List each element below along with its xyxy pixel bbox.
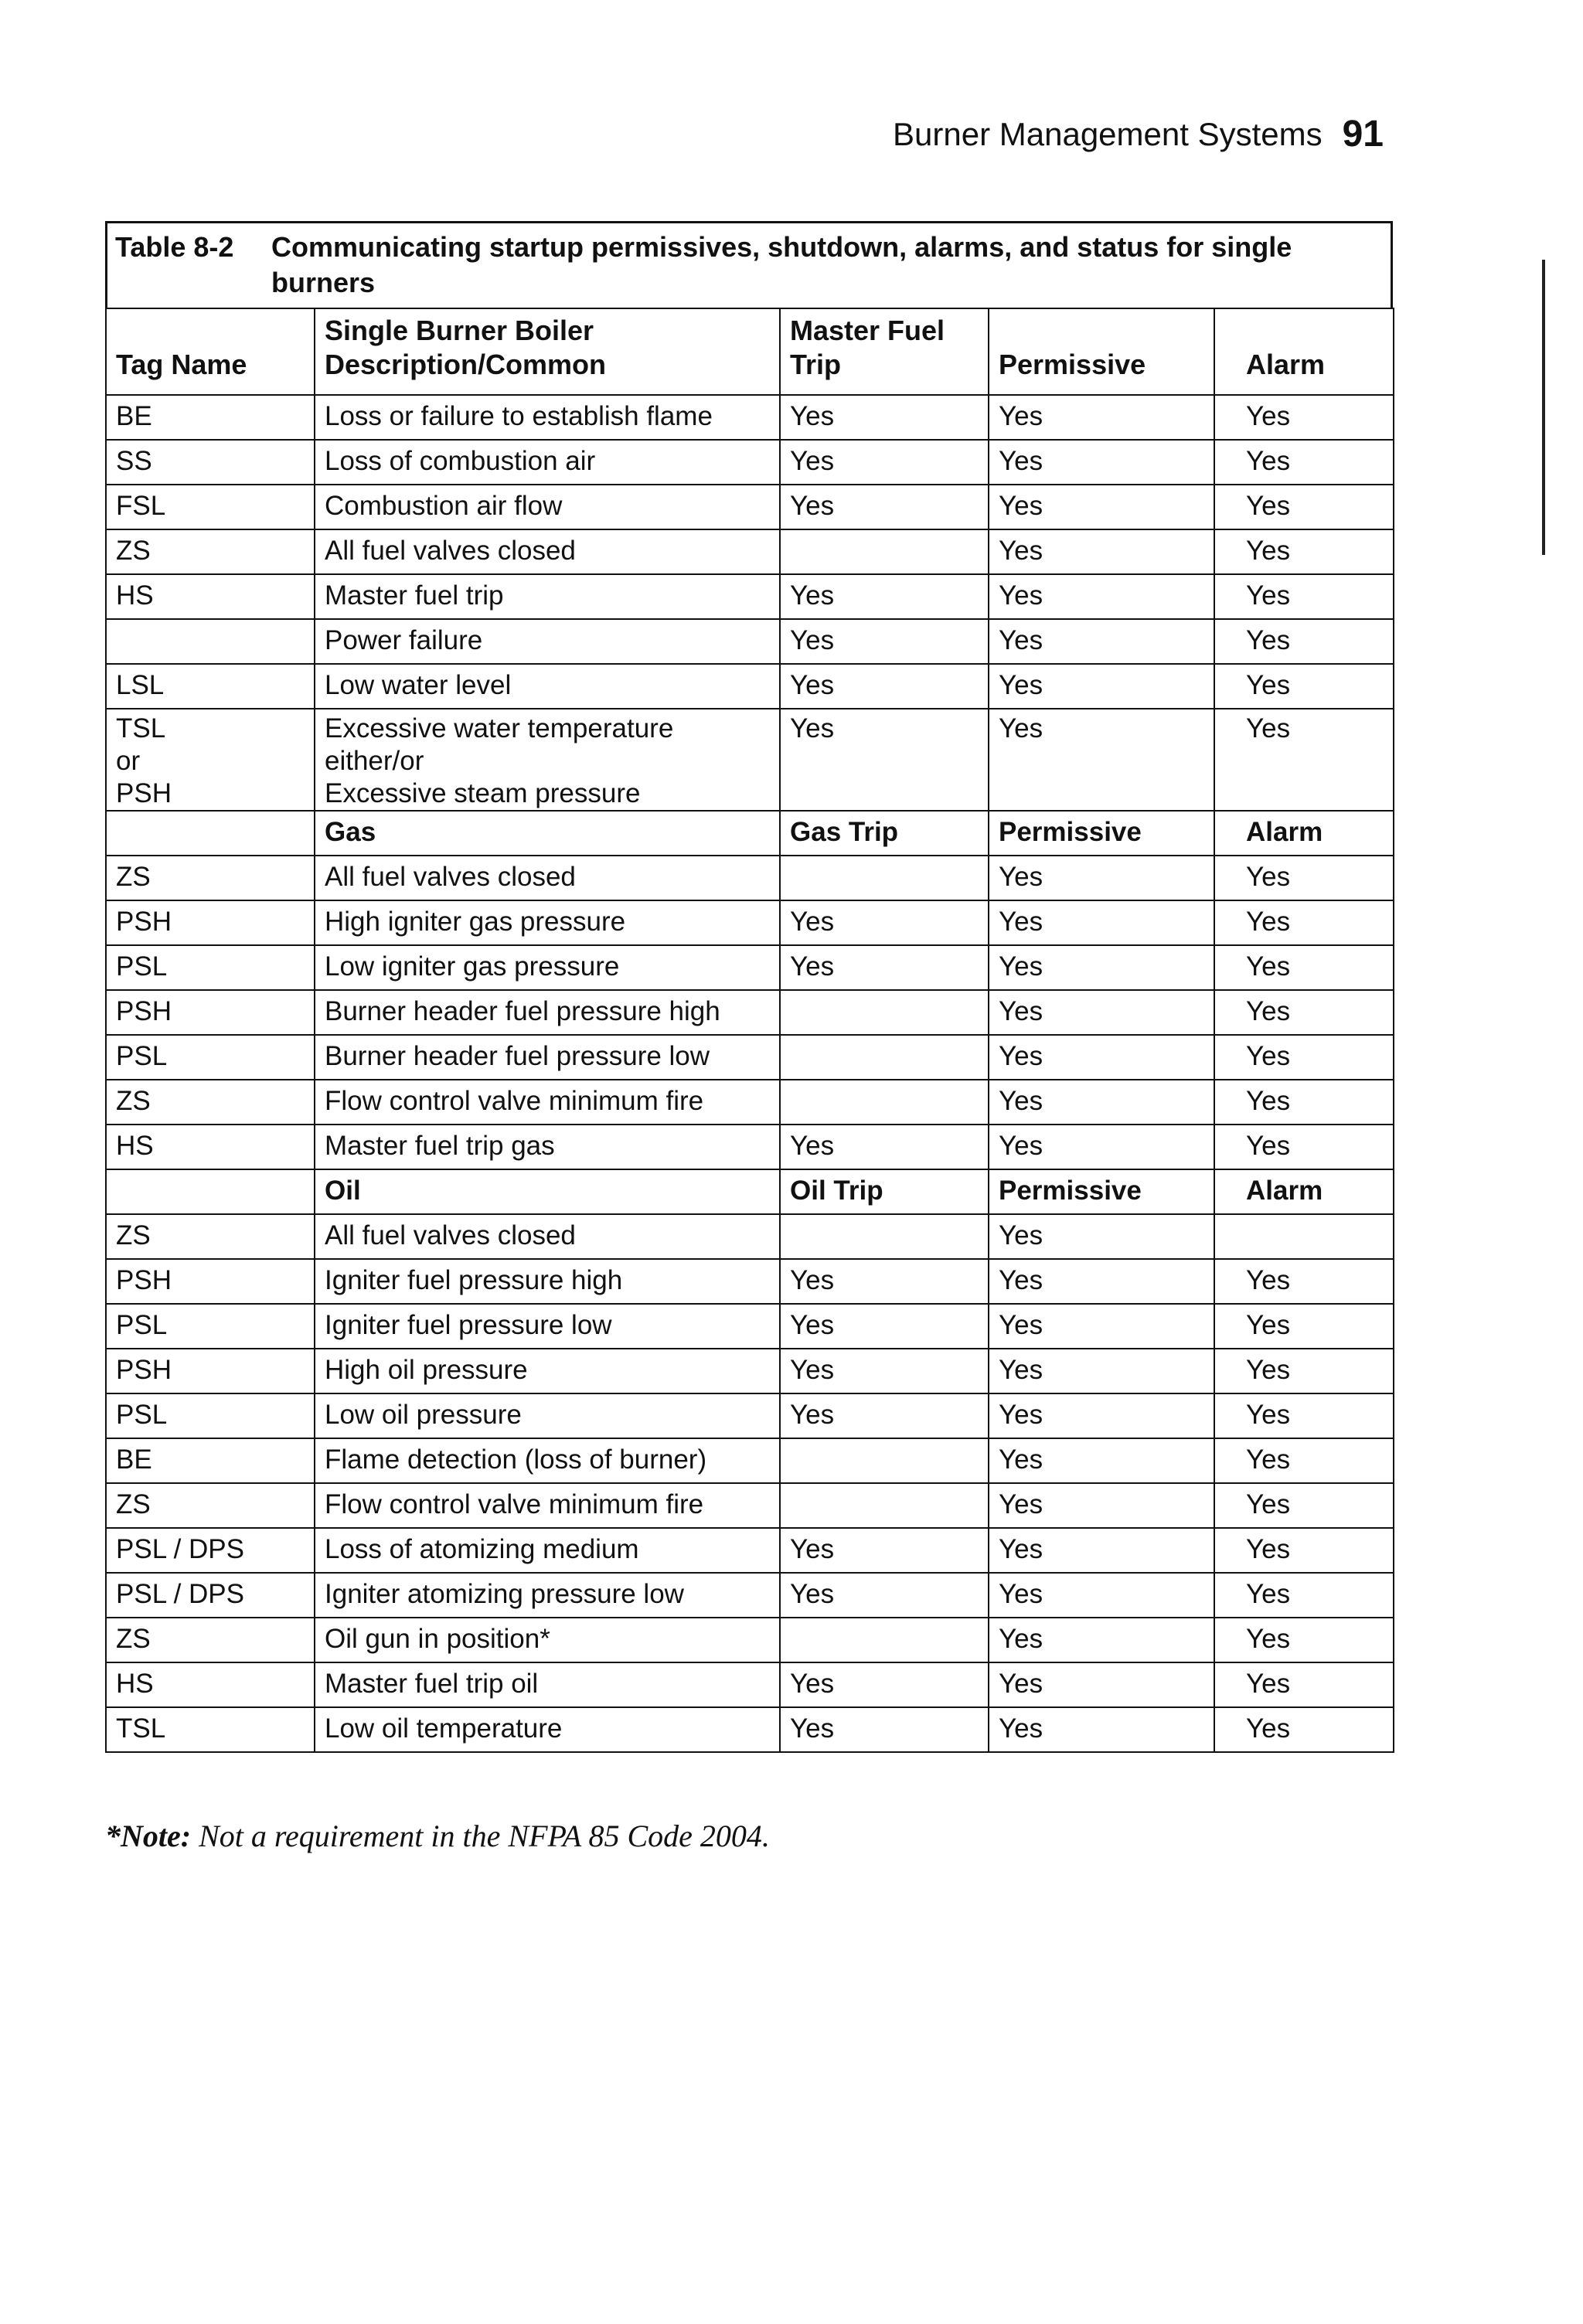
cell-tag: HS bbox=[106, 1662, 315, 1707]
cell-mft bbox=[780, 1035, 989, 1080]
table-row bbox=[106, 1393, 1394, 1438]
page-number: 91 bbox=[1342, 114, 1384, 155]
cell-tag: ZS bbox=[106, 856, 315, 900]
cell-tag: PSL bbox=[106, 1035, 315, 1080]
cell-mft bbox=[780, 990, 989, 1035]
cell-desc: Flow control valve minimum fire bbox=[315, 1080, 780, 1125]
table-row bbox=[106, 395, 1394, 440]
cell-tag: SS bbox=[106, 440, 315, 485]
cell-desc: Flame detection (loss of burner) bbox=[315, 1438, 780, 1483]
cell-tag bbox=[106, 1169, 315, 1214]
table-row bbox=[106, 1259, 1394, 1304]
table-row bbox=[106, 856, 1394, 900]
cell-desc: Igniter atomizing pressure low bbox=[315, 1573, 780, 1618]
cell-perm: Yes bbox=[989, 1080, 1214, 1125]
cell-mft: Yes bbox=[780, 900, 989, 945]
cell-alarm: Alarm bbox=[1214, 811, 1394, 856]
cell-tag: PSL bbox=[106, 1304, 315, 1349]
cell-alarm: Yes bbox=[1214, 1707, 1394, 1752]
cell-tag: PSL bbox=[106, 945, 315, 990]
cell-tag: LSL bbox=[106, 664, 315, 709]
cell-desc: High oil pressure bbox=[315, 1349, 780, 1393]
cell-desc: Gas bbox=[315, 811, 780, 856]
cell-alarm: Yes bbox=[1214, 440, 1394, 485]
cell-desc: Igniter fuel pressure high bbox=[315, 1259, 780, 1304]
margin-rule bbox=[1542, 260, 1545, 555]
table-caption bbox=[105, 221, 1393, 308]
table-header-row bbox=[106, 308, 1394, 395]
cell-alarm: Yes bbox=[1214, 529, 1394, 574]
cell-perm: Yes bbox=[989, 574, 1214, 619]
table-row bbox=[106, 619, 1394, 664]
cell-alarm: Yes bbox=[1214, 1304, 1394, 1349]
table-row bbox=[106, 1707, 1394, 1752]
cell-mft bbox=[780, 529, 989, 574]
footnote-text: Not a requirement in the NFPA 85 Code 2004. bbox=[199, 1819, 770, 1853]
table-row bbox=[106, 1438, 1394, 1483]
cell-desc: Loss of combustion air bbox=[315, 440, 780, 485]
cell-perm: Yes bbox=[989, 1528, 1214, 1573]
cell-perm: Yes bbox=[989, 1618, 1214, 1662]
running-head bbox=[878, 113, 1384, 156]
cell-perm: Yes bbox=[989, 1035, 1214, 1080]
table-row bbox=[106, 1528, 1394, 1573]
cell-alarm: Yes bbox=[1214, 1573, 1394, 1618]
cell-mft bbox=[780, 1438, 989, 1483]
cell-alarm: Yes bbox=[1214, 485, 1394, 529]
cell-perm: Permissive bbox=[989, 811, 1214, 856]
cell-alarm: Yes bbox=[1214, 990, 1394, 1035]
cell-alarm: Yes bbox=[1214, 1662, 1394, 1707]
cell-alarm: Yes bbox=[1214, 709, 1394, 811]
cell-desc: Low water level bbox=[315, 664, 780, 709]
cell-desc: Excessive water temperature either/or Excessive steam pressure bbox=[315, 709, 780, 811]
cell-tag: HS bbox=[106, 574, 315, 619]
cell-tag: TSL or PSH bbox=[106, 709, 315, 811]
cell-desc: Flow control valve minimum fire bbox=[315, 1483, 780, 1528]
table-row bbox=[106, 1125, 1394, 1169]
cell-perm: Yes bbox=[989, 1259, 1214, 1304]
cell-mft: Oil Trip bbox=[780, 1169, 989, 1214]
cell-desc: Low igniter gas pressure bbox=[315, 945, 780, 990]
cell-mft bbox=[780, 1618, 989, 1662]
cell-alarm: Yes bbox=[1214, 900, 1394, 945]
cell-perm: Yes bbox=[989, 709, 1214, 811]
table-row bbox=[106, 1035, 1394, 1080]
cell-mft: Yes bbox=[780, 1393, 989, 1438]
table-row bbox=[106, 440, 1394, 485]
cell-mft bbox=[780, 1080, 989, 1125]
table-section-row bbox=[106, 1169, 1394, 1214]
cell-tag: BE bbox=[106, 395, 315, 440]
cell-alarm: Yes bbox=[1214, 1618, 1394, 1662]
table-row bbox=[106, 529, 1394, 574]
table-caption-text: Communicating startup permissives, shutdown, alarms, and status for single burners bbox=[271, 231, 1292, 298]
table-body bbox=[106, 395, 1394, 1752]
cell-mft bbox=[780, 1483, 989, 1528]
cell-alarm: Yes bbox=[1214, 1080, 1394, 1125]
cell-mft: Yes bbox=[780, 1304, 989, 1349]
cell-desc: Oil bbox=[315, 1169, 780, 1214]
cell-tag: FSL bbox=[106, 485, 315, 529]
cell-mft: Yes bbox=[780, 945, 989, 990]
cell-desc: Low oil pressure bbox=[315, 1393, 780, 1438]
cell-tag: PSL / DPS bbox=[106, 1573, 315, 1618]
table-row bbox=[106, 990, 1394, 1035]
cell-desc: Loss or failure to establish flame bbox=[315, 395, 780, 440]
cell-perm: Yes bbox=[989, 1483, 1214, 1528]
cell-mft: Yes bbox=[780, 574, 989, 619]
cell-alarm: Yes bbox=[1214, 1393, 1394, 1438]
running-head-title: Burner Management Systems bbox=[893, 116, 1323, 152]
cell-desc: Burner header fuel pressure low bbox=[315, 1035, 780, 1080]
cell-tag: ZS bbox=[106, 1080, 315, 1125]
cell-perm: Yes bbox=[989, 1573, 1214, 1618]
cell-perm: Yes bbox=[989, 1393, 1214, 1438]
cell-desc: Master fuel trip bbox=[315, 574, 780, 619]
cell-alarm: Yes bbox=[1214, 574, 1394, 619]
header-tag-name: Tag Name bbox=[106, 308, 315, 395]
cell-alarm: Yes bbox=[1214, 1483, 1394, 1528]
cell-tag: ZS bbox=[106, 1618, 315, 1662]
cell-alarm: Yes bbox=[1214, 1125, 1394, 1169]
cell-perm: Yes bbox=[989, 395, 1214, 440]
cell-desc: Loss of atomizing medium bbox=[315, 1528, 780, 1573]
cell-mft: Yes bbox=[780, 485, 989, 529]
table-caption-number: Table 8-2 bbox=[115, 231, 234, 263]
table-row bbox=[106, 1214, 1394, 1259]
header-permissive: Permissive bbox=[989, 308, 1214, 395]
cell-mft: Yes bbox=[780, 1349, 989, 1393]
cell-tag: PSH bbox=[106, 1259, 315, 1304]
cell-perm: Yes bbox=[989, 440, 1214, 485]
table-row bbox=[106, 664, 1394, 709]
cell-perm: Yes bbox=[989, 945, 1214, 990]
cell-alarm: Yes bbox=[1214, 395, 1394, 440]
cell-perm: Yes bbox=[989, 1304, 1214, 1349]
cell-alarm: Yes bbox=[1214, 856, 1394, 900]
table-section-row bbox=[106, 811, 1394, 856]
cell-alarm: Yes bbox=[1214, 1438, 1394, 1483]
cell-mft: Gas Trip bbox=[780, 811, 989, 856]
cell-desc: All fuel valves closed bbox=[315, 1214, 780, 1259]
cell-perm: Permissive bbox=[989, 1169, 1214, 1214]
table-row bbox=[106, 1618, 1394, 1662]
cell-tag: TSL bbox=[106, 1707, 315, 1752]
cell-desc: Master fuel trip gas bbox=[315, 1125, 780, 1169]
cell-tag: ZS bbox=[106, 1214, 315, 1259]
footnote bbox=[105, 1816, 770, 1856]
cell-perm: Yes bbox=[989, 529, 1214, 574]
footnote-label: *Note: bbox=[105, 1819, 192, 1853]
cell-desc: Power failure bbox=[315, 619, 780, 664]
cell-tag: HS bbox=[106, 1125, 315, 1169]
cell-perm: Yes bbox=[989, 1438, 1214, 1483]
header-master-fuel-trip: Master Fuel Trip bbox=[780, 308, 989, 395]
table-row bbox=[106, 1573, 1394, 1618]
table-row bbox=[106, 1349, 1394, 1393]
table-row bbox=[106, 1080, 1394, 1125]
table-row bbox=[106, 1304, 1394, 1349]
cell-tag: ZS bbox=[106, 1483, 315, 1528]
cell-mft: Yes bbox=[780, 619, 989, 664]
cell-perm: Yes bbox=[989, 1214, 1214, 1259]
table-row bbox=[106, 485, 1394, 529]
cell-mft: Yes bbox=[780, 440, 989, 485]
cell-mft: Yes bbox=[780, 709, 989, 811]
cell-tag: PSL bbox=[106, 1393, 315, 1438]
cell-mft: Yes bbox=[780, 1125, 989, 1169]
cell-desc: Combustion air flow bbox=[315, 485, 780, 529]
cell-desc: High igniter gas pressure bbox=[315, 900, 780, 945]
cell-perm: Yes bbox=[989, 485, 1214, 529]
cell-perm: Yes bbox=[989, 1707, 1214, 1752]
cell-alarm: Yes bbox=[1214, 1528, 1394, 1573]
cell-perm: Yes bbox=[989, 1125, 1214, 1169]
table-row bbox=[106, 709, 1394, 811]
table-row bbox=[106, 900, 1394, 945]
cell-perm: Yes bbox=[989, 856, 1214, 900]
cell-mft: Yes bbox=[780, 1707, 989, 1752]
cell-perm: Yes bbox=[989, 619, 1214, 664]
header-alarm: Alarm bbox=[1214, 308, 1394, 395]
cell-alarm: Yes bbox=[1214, 664, 1394, 709]
cell-tag: PSH bbox=[106, 900, 315, 945]
cell-desc: Burner header fuel pressure high bbox=[315, 990, 780, 1035]
cell-desc: All fuel valves closed bbox=[315, 856, 780, 900]
cell-tag: ZS bbox=[106, 529, 315, 574]
table-container bbox=[105, 221, 1393, 1753]
cell-alarm: Yes bbox=[1214, 619, 1394, 664]
cell-perm: Yes bbox=[989, 664, 1214, 709]
cell-alarm: Yes bbox=[1214, 1035, 1394, 1080]
table-row bbox=[106, 574, 1394, 619]
cell-alarm: Yes bbox=[1214, 1349, 1394, 1393]
cell-mft bbox=[780, 856, 989, 900]
header-description: Single Burner Boiler Description/Common bbox=[315, 308, 780, 395]
cell-perm: Yes bbox=[989, 900, 1214, 945]
cell-desc: All fuel valves closed bbox=[315, 529, 780, 574]
cell-tag: PSL / DPS bbox=[106, 1528, 315, 1573]
cell-alarm: Yes bbox=[1214, 1259, 1394, 1304]
table-row bbox=[106, 1662, 1394, 1707]
cell-perm: Yes bbox=[989, 1349, 1214, 1393]
cell-mft: Yes bbox=[780, 1259, 989, 1304]
cell-alarm: Alarm bbox=[1214, 1169, 1394, 1214]
cell-tag bbox=[106, 619, 315, 664]
table-row bbox=[106, 1483, 1394, 1528]
cell-mft: Yes bbox=[780, 1662, 989, 1707]
cell-tag: BE bbox=[106, 1438, 315, 1483]
table-row bbox=[106, 945, 1394, 990]
cell-mft: Yes bbox=[780, 1528, 989, 1573]
cell-desc: Low oil temperature bbox=[315, 1707, 780, 1752]
cell-tag: PSH bbox=[106, 1349, 315, 1393]
cell-alarm bbox=[1214, 1214, 1394, 1259]
cell-desc: Igniter fuel pressure low bbox=[315, 1304, 780, 1349]
cell-tag bbox=[106, 811, 315, 856]
cell-desc: Oil gun in position* bbox=[315, 1618, 780, 1662]
cell-alarm: Yes bbox=[1214, 945, 1394, 990]
cell-perm: Yes bbox=[989, 1662, 1214, 1707]
cell-mft: Yes bbox=[780, 1573, 989, 1618]
cell-mft: Yes bbox=[780, 664, 989, 709]
cell-mft: Yes bbox=[780, 395, 989, 440]
cell-mft bbox=[780, 1214, 989, 1259]
cell-perm: Yes bbox=[989, 990, 1214, 1035]
permissives-table bbox=[105, 308, 1394, 1753]
cell-desc: Master fuel trip oil bbox=[315, 1662, 780, 1707]
cell-tag: PSH bbox=[106, 990, 315, 1035]
